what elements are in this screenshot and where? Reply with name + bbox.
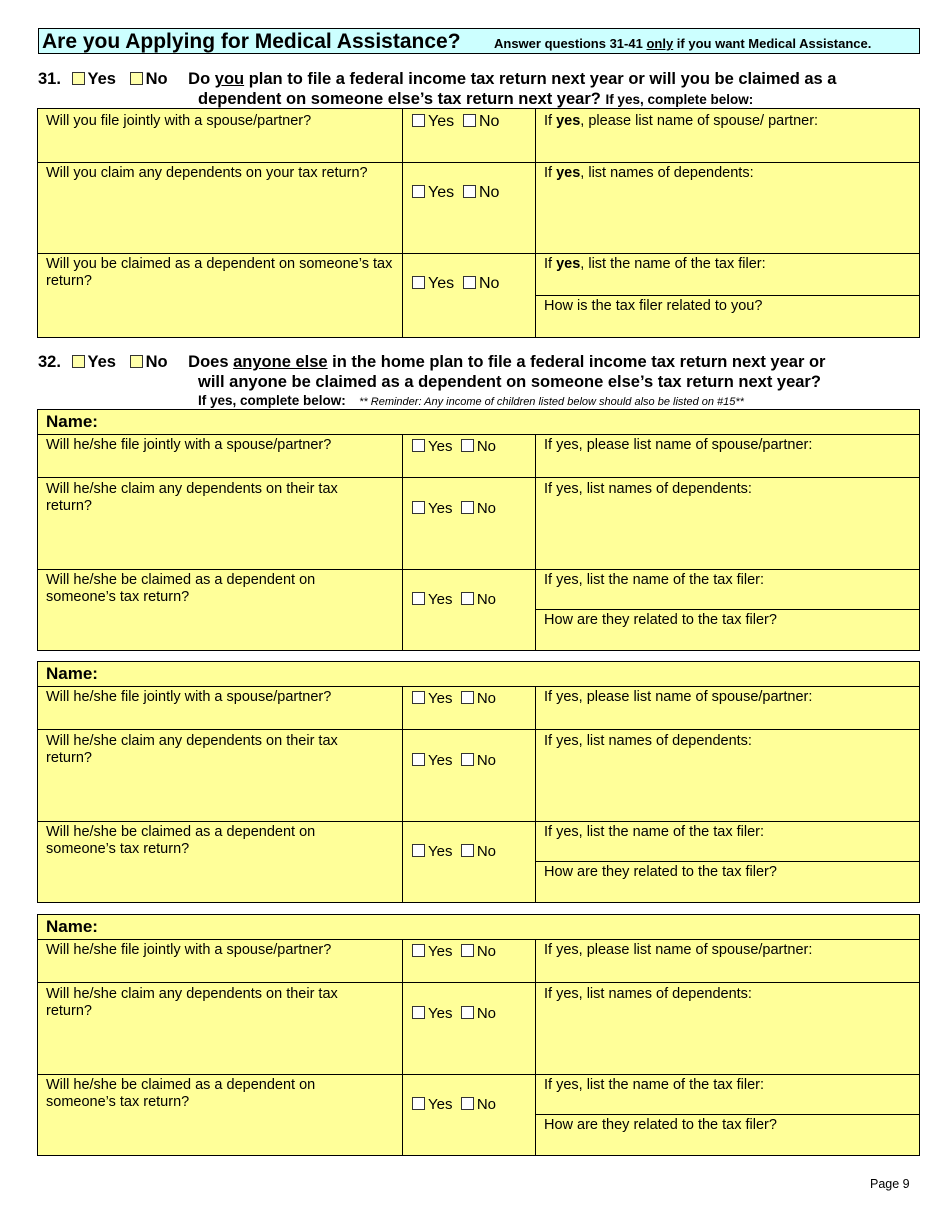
- r2-yes-checkbox[interactable]: [412, 753, 425, 766]
- q31-r3-yesno: Yes No: [412, 275, 499, 293]
- name-label: Name:: [46, 664, 98, 683]
- r3-yes-checkbox[interactable]: [412, 592, 425, 605]
- q31-r2-yesno: Yes No: [412, 184, 499, 202]
- q31-r2-question: Will you claim any dependents on your tax return?: [46, 165, 368, 181]
- q31-r3-right: If yes, list the name of the tax filer:: [544, 256, 766, 272]
- r3-yes-checkbox[interactable]: [412, 1097, 425, 1110]
- q31-r1-no-checkbox[interactable]: [463, 114, 476, 127]
- r3-right: If yes, list the name of the tax filer:: [544, 572, 765, 588]
- r3-right2: How are they related to the tax filer?: [544, 864, 777, 880]
- r3-no-checkbox[interactable]: [461, 1097, 474, 1110]
- q32-line3: If yes, complete below: ** Reminder: Any income of children listed below should also be listed on #15**: [198, 393, 744, 408]
- q32-yes-checkbox[interactable]: [72, 355, 85, 368]
- r2-question: Will he/she claim any dependents on their tax return?: [46, 986, 338, 1019]
- r1-question: Will he/she file jointly with a spouse/partner?: [46, 942, 332, 958]
- section-header: [38, 28, 920, 54]
- q31-no-checkbox[interactable]: [130, 72, 143, 85]
- name-label: Name:: [46, 917, 98, 936]
- r2-no-checkbox[interactable]: [461, 1006, 474, 1019]
- q32-reminder: ** Reminder: Any income of children listed below should also be listed on #15**: [359, 396, 744, 408]
- r3-right2: How are they related to the tax filer?: [544, 612, 777, 628]
- r2-question: Will he/she claim any dependents on their tax return?: [46, 733, 338, 766]
- r1-yes-checkbox[interactable]: [412, 439, 425, 452]
- r1-no-checkbox[interactable]: [461, 691, 474, 704]
- r2-yesno: Yes No: [412, 1005, 496, 1022]
- r1-question: Will he/she file jointly with a spouse/partner?: [46, 689, 332, 705]
- q31-line1: 31. Yes No Do you plan to file a federal income tax return next year or will you be claimed as a: [38, 70, 837, 88]
- q31-r1-right: If yes, please list name of spouse/ partner:: [544, 113, 819, 129]
- r2-yes-checkbox[interactable]: [412, 501, 425, 514]
- r2-right: If yes, list names of dependents:: [544, 733, 752, 749]
- r1-no-checkbox[interactable]: [461, 439, 474, 452]
- q31-r2-yes-checkbox[interactable]: [412, 185, 425, 198]
- q31-r3-question: Will you be claimed as a dependent on someone’s tax return?: [46, 256, 393, 289]
- q31-r2-right: If yes, list names of dependents:: [544, 165, 754, 181]
- r1-yesno: Yes No: [412, 690, 496, 707]
- r2-yesno: Yes No: [412, 752, 496, 769]
- section-title: Are you Applying for Medical Assistance?: [42, 30, 461, 53]
- section-note: Answer questions 31-41 only if you want Medical Assistance.: [494, 36, 872, 51]
- q31-r1-yesno: Yes No: [412, 113, 499, 131]
- r3-question: Will he/she be claimed as a dependent on someone’s tax return?: [46, 572, 316, 605]
- q31-yes-checkbox[interactable]: [72, 72, 85, 85]
- q32-line2: will anyone be claimed as a dependent on someone else’s tax return next year?: [198, 373, 821, 391]
- r2-right: If yes, list names of dependents:: [544, 481, 752, 497]
- r1-yesno: Yes No: [412, 943, 496, 960]
- r2-no-checkbox[interactable]: [461, 753, 474, 766]
- r3-yes-checkbox[interactable]: [412, 844, 425, 857]
- r1-yes-checkbox[interactable]: [412, 944, 425, 957]
- person-block: [37, 409, 920, 651]
- r3-question: Will he/she be claimed as a dependent on someone’s tax return?: [46, 1077, 316, 1110]
- r2-no-checkbox[interactable]: [461, 501, 474, 514]
- page-number: Page 9: [870, 1177, 910, 1191]
- r1-no-checkbox[interactable]: [461, 944, 474, 957]
- r3-no-checkbox[interactable]: [461, 592, 474, 605]
- r3-yesno: Yes No: [412, 591, 496, 608]
- q31-table: [37, 108, 920, 338]
- person-block: [37, 914, 920, 1156]
- person-block: [37, 661, 920, 903]
- r2-question: Will he/she claim any dependents on their tax return?: [46, 481, 338, 514]
- q31-r1-yes-checkbox[interactable]: [412, 114, 425, 127]
- r3-right: If yes, list the name of the tax filer:: [544, 824, 765, 840]
- q31-r3-no-checkbox[interactable]: [463, 276, 476, 289]
- q32-no-checkbox[interactable]: [130, 355, 143, 368]
- r2-yes-checkbox[interactable]: [412, 1006, 425, 1019]
- r1-question: Will he/she file jointly with a spouse/partner?: [46, 437, 332, 453]
- q31-r1-question: Will you file jointly with a spouse/partner?: [46, 113, 312, 129]
- q31-line2: dependent on someone else’s tax return next year? If yes, complete below:: [198, 90, 754, 108]
- r1-right: If yes, please list name of spouse/partner:: [544, 437, 813, 453]
- r1-right: If yes, please list name of spouse/partner:: [544, 942, 813, 958]
- r3-yesno: Yes No: [412, 843, 496, 860]
- name-label: Name:: [46, 412, 98, 431]
- q32-line1: 32. Yes No Does anyone else in the home plan to file a federal income tax return next year or: [38, 353, 826, 371]
- r3-right2: How are they related to the tax filer?: [544, 1117, 777, 1133]
- r1-right: If yes, please list name of spouse/partner:: [544, 689, 813, 705]
- q31-r3-right2: How is the tax filer related to you?: [544, 298, 763, 314]
- r3-yesno: Yes No: [412, 1096, 496, 1113]
- r3-right: If yes, list the name of the tax filer:: [544, 1077, 765, 1093]
- r2-yesno: Yes No: [412, 500, 496, 517]
- r2-right: If yes, list names of dependents:: [544, 986, 752, 1002]
- r1-yesno: Yes No: [412, 438, 496, 455]
- q31-r3-yes-checkbox[interactable]: [412, 276, 425, 289]
- q32-question: Does anyone else in the home plan to file a federal income tax return next year or: [188, 353, 826, 371]
- q31-r2-no-checkbox[interactable]: [463, 185, 476, 198]
- q31-question: Do you plan to file a federal income tax return next year or will you be claimed as a: [188, 70, 837, 88]
- r1-yes-checkbox[interactable]: [412, 691, 425, 704]
- r3-no-checkbox[interactable]: [461, 844, 474, 857]
- r3-question: Will he/she be claimed as a dependent on someone’s tax return?: [46, 824, 316, 857]
